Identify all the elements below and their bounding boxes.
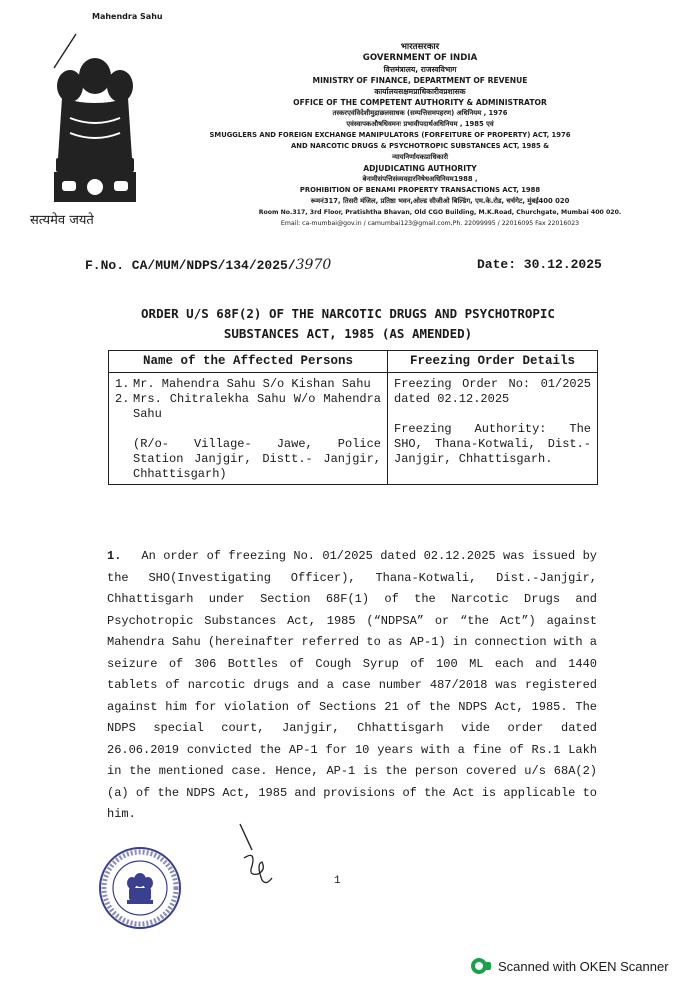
page-number: 1 xyxy=(334,875,341,887)
header-line: भारतसरकार xyxy=(400,42,440,52)
header-line: कार्यालयसक्षमप्राधिकारीवप्रशासक xyxy=(374,87,466,96)
letterhead xyxy=(140,42,696,229)
header-line: ADJUDICATING AUTHORITY xyxy=(363,164,477,173)
header-line: रूमनं317, तिसरी मंजिल, प्रतिष्ठा भवन,ओल्ड सीजीओ बिल्डिंग, एम.के.रोड, चर्चगेट, मुंबई400 020 xyxy=(310,197,570,205)
affected-persons-table xyxy=(108,350,598,485)
signature xyxy=(222,820,282,890)
header-line: AND NARCOTIC DRUGS & PSYCHOTROPIC SUBSTANCES ACT, 1985 & xyxy=(291,142,549,150)
residence: (R/o- Village- Jawe, Police Station Janjgir, Distt.- Janjgir, Chhattisgarh) xyxy=(133,437,381,481)
freezing-order: Freezing Order No: 01/2025 dated 02.12.2025 xyxy=(394,377,591,406)
header-line: वित्तमंत्रालय, राजस्वविभाग xyxy=(383,65,457,74)
header-line: GOVERNMENT OF INDIA xyxy=(362,53,478,63)
header-line: न्यायनिर्णायकप्राधिकारी xyxy=(391,153,449,161)
header-line: SMUGGLERS AND FOREIGN EXCHANGE MANIPULATORS (FORFEITURE OF PROPERTY) ACT, 1976 xyxy=(209,131,571,139)
persons-cell xyxy=(109,373,388,485)
header-line: तस्करएवंविदेशीमुद्राछलसाधक (सम्पत्तिसमपहरण) अधिनियम , 1976 xyxy=(332,109,508,117)
file-number: F.No. CA/MUM/NDPS/134/2025/3970 xyxy=(85,257,332,273)
column-header-persons: Name of the Affected Persons xyxy=(109,351,388,373)
person-item: 2. Mrs. Chitralekha Sahu W/o Mahendra Sahu xyxy=(115,392,381,421)
header-line: MINISTRY OF FINANCE, DEPARTMENT OF REVENUE xyxy=(312,76,528,85)
official-seal-icon xyxy=(98,846,182,930)
oken-scanner-logo-icon xyxy=(470,957,492,975)
emblem-motto: सत्यमेव जयते xyxy=(30,213,94,228)
freezing-authority: Freezing Authority: The SHO, Thana-Kotwali, Dist.- Janjgir, Chhattisgarh. xyxy=(394,422,591,466)
handwritten-dispatch-number: 3970 xyxy=(295,257,332,273)
handwritten-name: Mahendra Sahu xyxy=(92,12,163,21)
header-line: OFFICE OF THE COMPETENT AUTHORITY & ADMINISTRATOR xyxy=(293,98,547,107)
freezing-cell xyxy=(388,373,598,485)
paragraph-1 xyxy=(107,546,597,826)
header-line: बेनामीसंपत्तिसंव्यवहारनिषेधअधिनियम1988 , xyxy=(362,175,478,183)
scanner-watermark xyxy=(470,957,669,975)
column-header-freezing: Freezing Order Details xyxy=(388,351,598,373)
paragraph-text: An order of freezing No. 01/2025 dated 02.12.2025 was issued by the SHO(Investigating Officer), Thana-Kotwali, Dist.-Janjgir, Chhattisgarh under Section 68F(1) of the Narcotic Drugs and Psychotropic Substances Act, 1985 (“NDPSA” or “the Act”) against Mahendra Sahu (hereinafter referred to as AP-1) in connection with a seizure of 306 Bottles of Cough Syrup of 100 ML each and 1440 tablets of narcotic drugs and a case number 487/2018 was registered against him for violation of Sections 21 of the NDPS Act, 1985. The NDPS special court, Janjgir, Chhattisgarh vide order dated 26.06.2019 convicted the AP-1 for 10 years with a fine of Rs.1 Lakh in the mentioned case. Hence, AP-1 is the person covered u/s 68A(2)(a) of the NDPS Act, 1985 and provisions of the Act is applicable to him. xyxy=(107,549,597,821)
paragraph-number: 1. xyxy=(107,549,122,563)
order-title xyxy=(85,304,611,344)
scanner-text: Scanned with OKEN Scanner xyxy=(498,958,669,974)
title-line-2: SUBSTANCES ACT, 1985 (AS AMENDED) xyxy=(223,326,473,341)
header-line: एवंस्वापकऔषधिवमनः प्रभावीपदार्थअधिनियम , 1985 एवं xyxy=(346,120,494,128)
order-date: Date: 30.12.2025 xyxy=(477,257,602,272)
header-line: Room No.317, 3rd Floor, Pratishtha Bhavan, Old CGO Building, M.K.Road, Churchgate, Mumbai 400 020. xyxy=(258,209,622,216)
title-line-1: ORDER U/S 68F(2) OF THE NARCOTIC DRUGS AND PSYCHOTROPIC xyxy=(141,306,555,321)
header-contact: Email: ca-mumbai@gov.in / camumbai123@gmail.com,Ph. 22099995 / 22016095 Fax 22016023 xyxy=(280,220,580,227)
person-item: 1. Mr. Mahendra Sahu S/o Kishan Sahu xyxy=(115,377,371,391)
header-line: PROHIBITION OF BENAMI PROPERTY TRANSACTIONS ACT, 1988 xyxy=(299,186,541,194)
